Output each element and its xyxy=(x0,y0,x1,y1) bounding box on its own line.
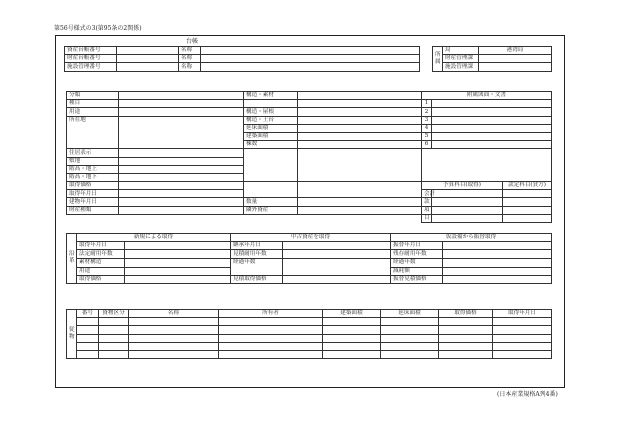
attach-cell[interactable] xyxy=(493,342,552,350)
attached-value[interactable] xyxy=(432,100,552,108)
form-title: 第56号様式の3(第95条の2関係) xyxy=(54,25,142,32)
budget-value[interactable] xyxy=(432,198,503,206)
attach-cell[interactable] xyxy=(77,342,99,350)
affiliation-label: 局 xyxy=(443,47,479,55)
attach-cell[interactable] xyxy=(129,334,219,342)
mid-label: 構造・土台 xyxy=(244,116,298,124)
history-row xyxy=(67,275,552,283)
prop-label: 取得価格 xyxy=(67,182,119,190)
history-row xyxy=(67,250,552,258)
header-value[interactable] xyxy=(117,55,179,63)
prop-value[interactable] xyxy=(119,92,244,100)
mid-label: 棟数 xyxy=(244,141,298,149)
mid-value[interactable] xyxy=(244,149,298,182)
attach-row xyxy=(67,342,552,350)
prop-value[interactable] xyxy=(119,100,244,108)
mid-value[interactable] xyxy=(298,182,422,198)
attach-cell[interactable] xyxy=(323,326,381,334)
prop-value[interactable] xyxy=(119,116,244,149)
attached-number: 1 xyxy=(422,100,432,108)
prop-label: 敷地 xyxy=(67,157,119,165)
history-value[interactable] xyxy=(125,242,231,250)
header-value[interactable] xyxy=(117,63,179,71)
property-row xyxy=(67,149,552,157)
attach-header: 番号 xyxy=(77,310,99,318)
attached-value[interactable] xyxy=(432,108,552,116)
header-row xyxy=(65,55,420,63)
footer-note: (日本産業規格A列4番) xyxy=(497,391,558,398)
mid-value[interactable] xyxy=(298,100,422,108)
attach-cell[interactable] xyxy=(99,350,129,358)
attach-cell[interactable] xyxy=(493,334,552,342)
affiliation-label: 施設管理課 xyxy=(443,63,479,71)
attached-value[interactable] xyxy=(432,132,552,140)
attach-cell[interactable] xyxy=(439,334,493,342)
attach-cell[interactable] xyxy=(323,334,381,342)
mid-value[interactable] xyxy=(298,108,422,116)
affiliation-row xyxy=(433,63,552,71)
prop-label: 用途 xyxy=(67,108,119,116)
header-label: 資産台帳番号 xyxy=(65,47,117,55)
attach-header: 建築面積 xyxy=(323,310,381,318)
history-label: 素材構造 xyxy=(77,258,125,267)
header-row xyxy=(65,47,420,55)
budget-label: 款 xyxy=(422,198,432,206)
attached-value[interactable] xyxy=(432,124,552,132)
history-value[interactable] xyxy=(283,258,391,275)
history-value[interactable] xyxy=(125,267,231,275)
attach-row xyxy=(67,350,552,358)
budget-value[interactable] xyxy=(503,190,552,198)
attach-cell[interactable] xyxy=(77,326,99,334)
history-value[interactable] xyxy=(283,275,391,283)
attach-cell[interactable] xyxy=(493,350,552,358)
history-section-title: 仮設備から振替取得 xyxy=(391,234,552,242)
budget-label: 会計 xyxy=(422,190,432,198)
mid-label: 構造・素材 xyxy=(244,92,298,100)
mid-label: 構造・屋根 xyxy=(244,108,298,116)
mid-value[interactable] xyxy=(298,92,422,100)
attach-cell[interactable] xyxy=(323,318,381,326)
mid-value[interactable] xyxy=(298,141,422,149)
history-value[interactable] xyxy=(283,250,391,258)
history-table xyxy=(66,233,552,284)
history-label: 振替年月日 xyxy=(391,242,443,250)
property-row xyxy=(67,214,552,222)
attach-cell[interactable] xyxy=(129,326,219,334)
header-value[interactable] xyxy=(117,47,179,55)
mid-label: 建築面積 xyxy=(244,132,298,140)
affiliation-value[interactable]: 港湾局 xyxy=(479,47,552,55)
prop-value[interactable] xyxy=(119,149,244,157)
prop-label: 建物年月日 xyxy=(67,198,119,206)
attach-cell[interactable] xyxy=(129,350,219,358)
header-left-table xyxy=(64,46,420,72)
history-label: 振替見積価格 xyxy=(391,275,443,283)
prop-label: 財産種類 xyxy=(67,206,119,214)
attach-cell[interactable] xyxy=(381,334,439,342)
attach-row xyxy=(67,318,552,326)
attach-header: 資物区分 xyxy=(99,310,129,318)
mid-label xyxy=(244,100,298,108)
mid-value[interactable] xyxy=(244,182,298,198)
budget-header-1: 予算科目(取得) xyxy=(422,182,503,190)
mid-value[interactable] xyxy=(298,206,422,214)
history-label: 用途 xyxy=(77,267,125,275)
attach-cell[interactable] xyxy=(381,318,439,326)
affiliation-vlabel: 所属 xyxy=(433,47,443,72)
property-row xyxy=(67,182,552,190)
budget-value[interactable] xyxy=(503,198,552,206)
header-name-value[interactable] xyxy=(201,47,420,55)
attach-cell[interactable] xyxy=(219,350,323,358)
attach-cell[interactable] xyxy=(219,342,323,350)
affiliation-row xyxy=(433,47,552,55)
prop-label: 所在地 xyxy=(67,116,119,149)
mid-label: 数量 xyxy=(244,198,298,206)
mid-value[interactable] xyxy=(298,198,422,206)
property-table xyxy=(66,91,552,223)
attach-cell[interactable] xyxy=(77,350,99,358)
attach-cell[interactable] xyxy=(219,318,323,326)
budget-label: 項 xyxy=(422,206,432,214)
property-row xyxy=(67,206,552,214)
header-name-value[interactable] xyxy=(201,55,420,63)
attached-value[interactable] xyxy=(422,149,552,182)
attached-number: 3 xyxy=(422,116,432,124)
attach-header: 取得年月日 xyxy=(493,310,552,318)
prop-label: 階高・地下 xyxy=(67,173,119,181)
history-label: 見積取得価格 xyxy=(231,275,283,283)
property-row xyxy=(67,92,552,100)
attachments-table xyxy=(66,309,552,359)
history-label: 取得価格 xyxy=(77,275,125,283)
history-value[interactable] xyxy=(443,242,552,250)
attach-cell[interactable] xyxy=(493,326,552,334)
history-label: 経過年数 xyxy=(391,258,443,267)
budget-header-2: 款定科目(貸方) xyxy=(503,182,552,190)
prop-value[interactable] xyxy=(119,190,244,198)
header-row xyxy=(65,63,420,71)
attach-cell[interactable] xyxy=(439,326,493,334)
mid-value[interactable] xyxy=(298,116,422,124)
history-value[interactable] xyxy=(443,275,552,283)
attached-number: 4 xyxy=(422,124,432,132)
header-name-value[interactable] xyxy=(201,63,420,71)
ledger-title: 台帳 xyxy=(186,38,199,45)
attach-cell[interactable] xyxy=(77,334,99,342)
history-value[interactable] xyxy=(443,258,552,267)
attach-cell[interactable] xyxy=(77,318,99,326)
property-row xyxy=(67,108,552,116)
prop-label: 階高・地上 xyxy=(67,165,119,173)
history-vlabel: 沿革 xyxy=(67,234,77,284)
history-label: 法定耐用年数 xyxy=(77,250,125,258)
attach-cell[interactable] xyxy=(323,350,381,358)
attach-cell[interactable] xyxy=(129,342,219,350)
attached-header: 附属図面・文書 xyxy=(422,92,552,100)
attach-cell[interactable] xyxy=(219,334,323,342)
affiliation-label: 財産管理課 xyxy=(443,55,479,63)
header-sub: 名称 xyxy=(179,47,201,55)
attached-value[interactable] xyxy=(432,116,552,124)
header-label: 施設管理番号 xyxy=(65,63,117,71)
history-label: 残存耐用年数 xyxy=(391,250,443,258)
attach-cell[interactable] xyxy=(99,342,129,350)
attach-header: 延床面積 xyxy=(381,310,439,318)
history-section-title: 中古資産を取得 xyxy=(231,234,391,242)
budget-label: 目 xyxy=(422,214,432,222)
attach-cell[interactable] xyxy=(323,342,381,350)
property-row xyxy=(67,116,552,124)
attach-cell[interactable] xyxy=(99,318,129,326)
history-value[interactable] xyxy=(125,258,231,267)
mid-value[interactable] xyxy=(298,124,422,132)
attach-header: 所有者 xyxy=(219,310,323,318)
mid-label: 隣外資産 xyxy=(244,206,298,214)
header-sub: 名称 xyxy=(179,55,201,63)
spacer xyxy=(67,214,422,222)
history-label: 見積耐用年数 xyxy=(231,250,283,258)
mid-label: 延床面積 xyxy=(244,124,298,132)
history-label: 継承年月日 xyxy=(231,242,283,250)
attach-row xyxy=(67,334,552,342)
history-value[interactable] xyxy=(125,275,231,283)
attach-cell[interactable] xyxy=(381,326,439,334)
attach-cell[interactable] xyxy=(219,326,323,334)
prop-value[interactable] xyxy=(119,198,244,206)
history-row xyxy=(67,242,552,250)
header-label: 財産台帳番号 xyxy=(65,55,117,63)
attached-number: 6 xyxy=(422,141,432,149)
prop-value[interactable] xyxy=(119,173,244,181)
attachments-header-row xyxy=(67,310,552,318)
history-value[interactable] xyxy=(443,250,552,258)
history-value[interactable] xyxy=(443,267,552,275)
attachments-vlabel: 従物 xyxy=(67,310,77,359)
attach-header: 取得価格 xyxy=(439,310,493,318)
history-value[interactable] xyxy=(283,242,391,250)
affiliation-row xyxy=(433,55,552,63)
prop-value[interactable] xyxy=(119,108,244,116)
attach-cell[interactable] xyxy=(381,350,439,358)
attach-cell[interactable] xyxy=(99,334,129,342)
budget-value[interactable] xyxy=(432,214,503,222)
affiliation-value[interactable] xyxy=(479,55,552,63)
attach-cell[interactable] xyxy=(439,342,493,350)
property-row xyxy=(67,100,552,108)
budget-value[interactable] xyxy=(503,214,552,222)
attached-number: 2 xyxy=(422,108,432,116)
history-label: 減耗額 xyxy=(391,267,443,275)
prop-label: 住居表示 xyxy=(67,149,119,157)
attach-cell[interactable] xyxy=(439,350,493,358)
history-label: 取得年月日 xyxy=(77,242,125,250)
prop-value[interactable] xyxy=(119,206,244,214)
budget-value[interactable] xyxy=(432,206,503,214)
budget-value[interactable] xyxy=(432,190,503,198)
header-sub: 名称 xyxy=(179,63,201,71)
attach-header: 名称 xyxy=(129,310,219,318)
history-row xyxy=(67,234,552,242)
prop-value[interactable] xyxy=(119,182,244,190)
attached-value[interactable] xyxy=(432,141,552,149)
attached-number: 5 xyxy=(422,132,432,140)
budget-value[interactable] xyxy=(503,206,552,214)
property-row xyxy=(67,198,552,206)
attach-cell[interactable] xyxy=(381,342,439,350)
attach-cell[interactable] xyxy=(99,326,129,334)
prop-value[interactable] xyxy=(119,157,244,165)
prop-value[interactable] xyxy=(119,165,244,173)
attach-cell[interactable] xyxy=(493,318,552,326)
history-value[interactable] xyxy=(125,250,231,258)
attach-row xyxy=(67,326,552,334)
prop-label: 種目 xyxy=(67,100,119,108)
attach-cell[interactable] xyxy=(439,318,493,326)
mid-value[interactable] xyxy=(298,149,422,182)
prop-label: 取得年月日 xyxy=(67,190,119,198)
history-section-title: 新規による取得 xyxy=(77,234,231,242)
history-label: 経過年数 xyxy=(231,258,283,275)
attach-cell[interactable] xyxy=(129,318,219,326)
mid-value[interactable] xyxy=(298,132,422,140)
affiliation-table xyxy=(432,46,552,72)
affiliation-value[interactable] xyxy=(479,63,552,71)
prop-label: 分類 xyxy=(67,92,119,100)
